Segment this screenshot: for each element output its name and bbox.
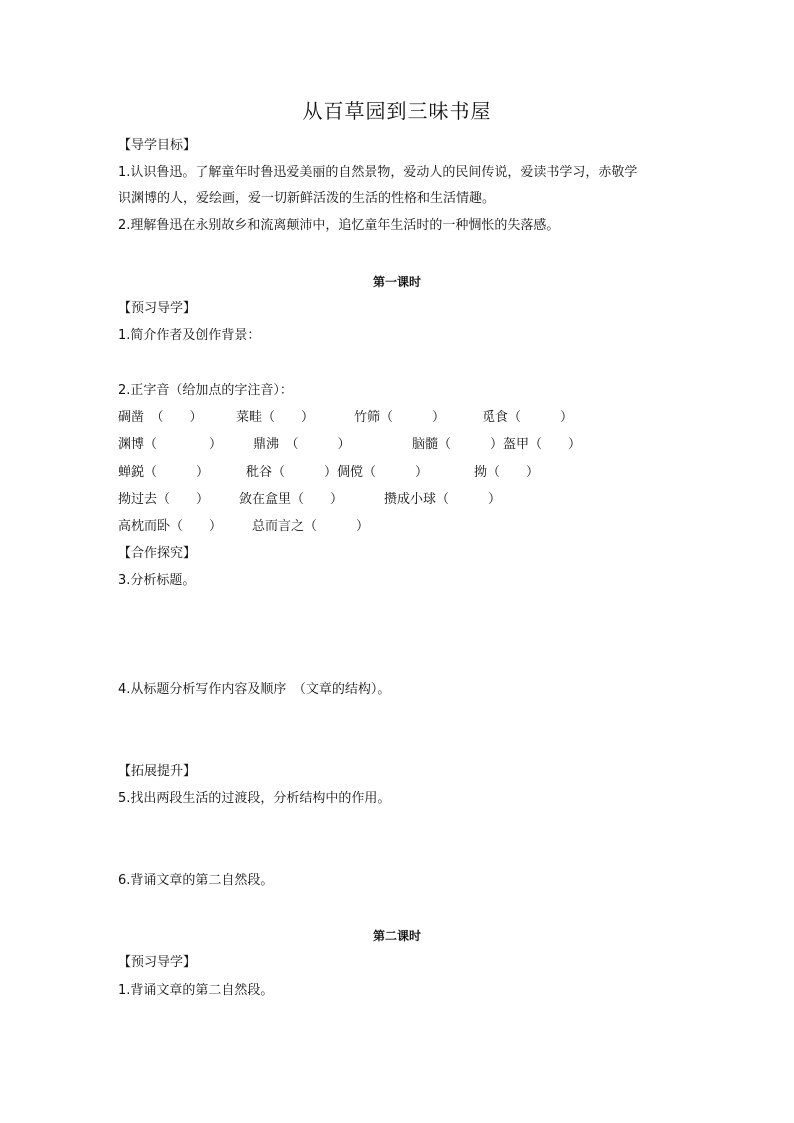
lesson-1-preview-heading: 【预习导学】 (118, 301, 197, 316)
pinyin-item: 碉凿 （ ） (118, 410, 203, 425)
pinyin-item: 总而言之（ ） (252, 519, 370, 534)
lesson-2-preview-heading: 【预习导学】 (118, 955, 197, 970)
pinyin-item: 拗（ ） (474, 465, 540, 480)
pinyin-item: 渊博（ ） (118, 437, 223, 452)
pinyin-item: 高枕而卧（ ） (118, 519, 223, 534)
lesson-1-title: 第一课时 (372, 275, 421, 289)
extension-heading: 【拓展提升】 (118, 764, 197, 779)
pinyin-item: 蝉鋭（ ） (118, 465, 210, 480)
question-5: 5.找出两段生活的过渡段，分析结构中的作用。 (118, 791, 391, 806)
pinyin-item: 菜畦（ ） (236, 410, 315, 425)
pinyin-item: 竹筛（ ） (354, 410, 446, 425)
pinyin-item: 鼎沸 （ ） (253, 437, 351, 452)
pinyin-row-1 (118, 408, 738, 428)
goal-1-line-1: 1.认识鲁迅。了解童年时鲁迅爱美丽的自然景物，爱动人的民间传说，爱读书学习，赤敬学 (118, 165, 638, 180)
pinyin-item: 觅食（ ） (482, 410, 574, 425)
lesson-2-question-1: 1.背诵文章的第二自然段。 (118, 983, 274, 998)
pinyin-item: 脑髓（ ）盔甲（ ） (412, 437, 582, 452)
lesson-2-title: 第二课时 (372, 929, 421, 943)
goal-1-line-2: 识渊博的人，爱绘画，爱一切新鲜活泼的生活的性格和生活情趣。 (118, 191, 496, 206)
pinyin-item: 拗过去（ ） (118, 492, 210, 507)
question-6: 6.背诵文章的第二自然段。 (118, 873, 274, 888)
goals-heading: 【导学目标】 (118, 138, 197, 153)
question-3: 3.分析标题。 (118, 573, 196, 588)
pinyin-row-2 (118, 435, 738, 455)
page-title: 从百草园到三味书屋 (302, 99, 492, 123)
cooperation-heading: 【合作探究】 (118, 546, 197, 561)
pinyin-row-5 (118, 517, 738, 537)
question-2: 2.正字音（给加点的字注音）： (118, 383, 293, 398)
pinyin-item: 攒成小球（ ） (384, 492, 502, 507)
question-4: 4.从标题分析写作内容及顺序 （文章的结构）。 (118, 682, 391, 697)
pinyin-row-4 (118, 490, 738, 510)
question-1: 1.简介作者及创作背景： (118, 328, 261, 343)
pinyin-item: 秕谷（ ）倜傥（ ） (246, 465, 429, 480)
goal-2: 2.理解鲁迅在永别故乡和流离颠沛中，追忆童年生活时的一种惆怅的失落感。 (118, 218, 560, 233)
pinyin-row-3 (118, 463, 738, 483)
pinyin-item: 敛在盒里（ ） (239, 492, 344, 507)
